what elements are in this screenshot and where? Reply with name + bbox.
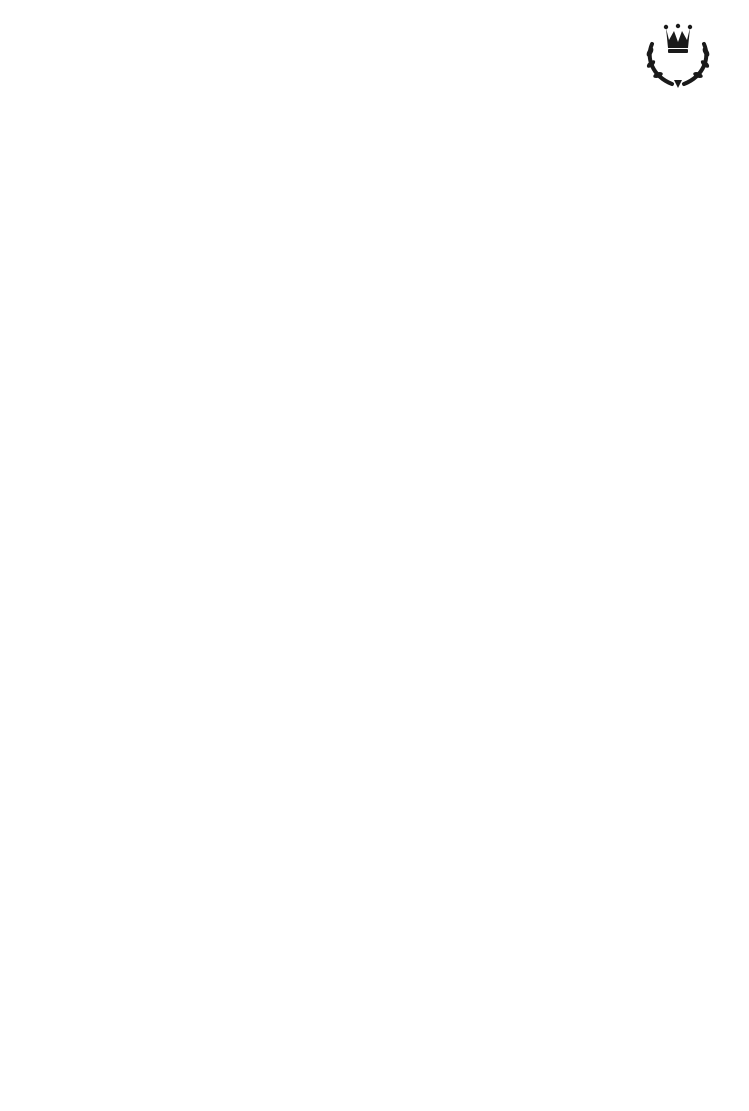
crown-laurel-icon (638, 22, 718, 92)
